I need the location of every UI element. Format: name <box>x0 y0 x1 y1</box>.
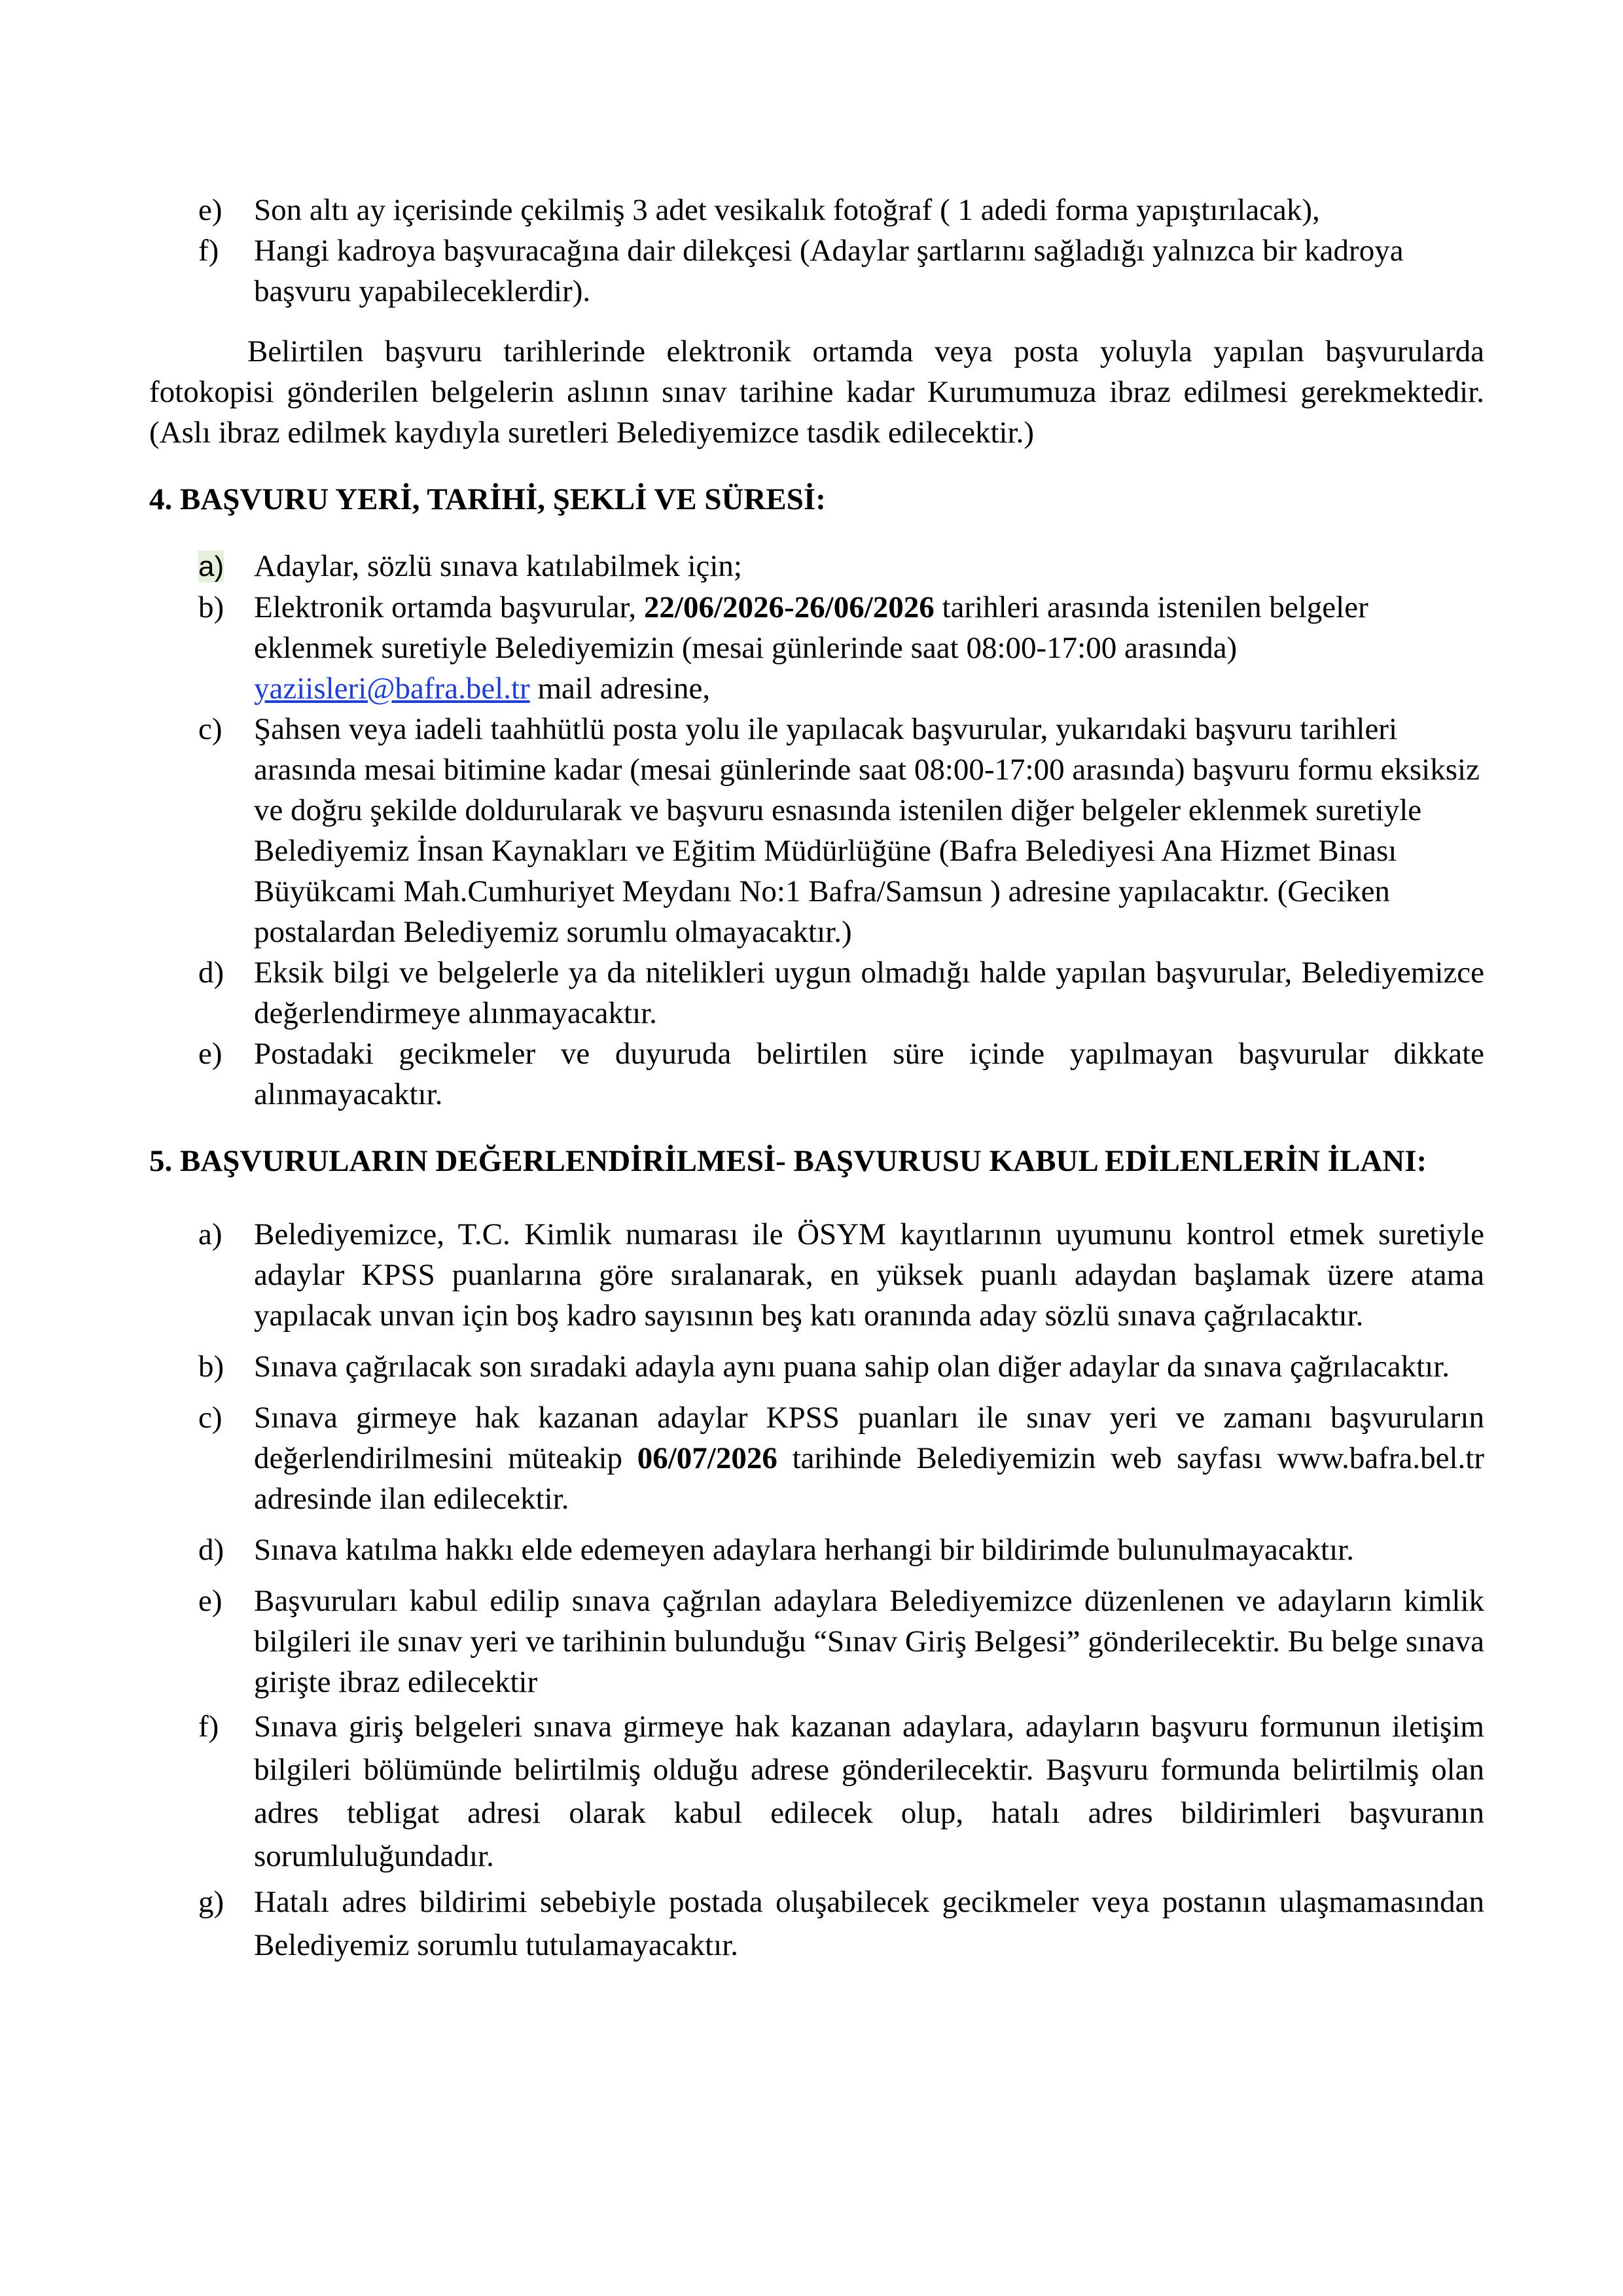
text-span: Sınava girmeye hak kazanan adaylar KPSS puanları ile sınav yeri ve zamanı başvuruların değerlendirilmesini müteakip <box>254 1401 1484 1475</box>
list-label: c) <box>198 712 223 746</box>
list-text: Postadaki gecikmeler ve duyuruda belirtilen süre içinde yapılmayan başvurular dikkate alınmayacaktır. <box>254 1037 1484 1111</box>
list-label: b) <box>198 590 224 624</box>
list-item <box>149 1214 1484 1336</box>
list-item <box>149 230 1484 312</box>
list-item <box>149 190 1484 230</box>
list-text: Eksik bilgi ve belgelerle ya da nitelikleri uygun olmadığı halde yapılan başvurular, Belediyemizce değerlendirmeye alınmayacaktır. <box>254 956 1484 1030</box>
email-link[interactable]: yaziisleri@bafra.bel.tr <box>254 672 530 706</box>
list-item <box>149 952 1484 1033</box>
list-text: Başvuruları kabul edilip sınava çağrılan adaylara Belediyemizce düzenlenen ve adayların kimlik bilgileri ile sınav yeri ve tarihinin bulunduğu “Sınav Giriş Belgesi” gönderilecektir. Bu belge sınava girişte ibraz edilecektir <box>254 1584 1484 1699</box>
list-label: c) <box>198 1401 223 1435</box>
list-label: d) <box>198 1533 224 1567</box>
list-item <box>149 1705 1484 1878</box>
list-label: a) <box>198 1217 223 1251</box>
text-span: tarihinde Belediyemizin web sayfası www.bafra.bel.tr adresinde ilan edilecektir. <box>254 1441 1485 1516</box>
list-item <box>149 587 1484 709</box>
document-page <box>149 190 1484 1967</box>
list-text <box>254 587 1484 709</box>
list-label: e) <box>198 193 223 227</box>
list-text: Sınava çağrılacak son sıradaki adayla aynı puana sahip olan diğer adaylar da sınava çağrılacaktır. <box>254 1350 1450 1384</box>
list-text: Hangi kadroya başvuracağına dair dilekçesi (Adaylar şartlarını sağladığı yalnızca bir kadroya başvuru yapabileceklerdir). <box>254 234 1404 308</box>
section-5-heading: 5. BAŞVURULARIN DEĞERLENDİRİLMESİ- BAŞVURUSU KABUL EDİLENLERİN İLANI: <box>149 1144 1427 1178</box>
list-label: e) <box>198 1584 223 1618</box>
list-item <box>149 1880 1484 1967</box>
list-text: Adaylar, sözlü sınava katılabilmek için; <box>254 549 742 583</box>
list-label <box>149 546 254 587</box>
list-label: f) <box>198 234 219 268</box>
list-text: Sınava katılma hakkı elde edemeyen adaylara herhangi bir bildirimde bulunulmayacaktır. <box>254 1533 1354 1567</box>
list-item <box>149 1397 1484 1519</box>
text-span: tarihleri arasında istenilen belgeler eklenmek suretiyle Belediyemizin (mesai günlerinde saat 08:00-17:00 arasında) <box>254 590 1368 665</box>
list-label: f) <box>198 1710 219 1744</box>
list-text: Hatalı adres bildirimi sebebiyle postada oluşabilecek gecikmeler veya postanın ulaşmamasından Belediyemiz sorumlu tutulamayacaktır. <box>254 1885 1484 1962</box>
list-text: Sınava giriş belgeleri sınava girmeye hak kazanan adaylara, adayların başvuru formunun iletişim bilgileri bölümünde belirtilmiş olduğu adrese gönderilecektir. Başvuru formunda belirtilmiş olan adres tebligat adresi olarak kabul edilecek olup, hatalı adres bildirimleri başvuranın sorumluluğundadır. <box>254 1710 1484 1873</box>
announcement-date: 06/07/2026 <box>637 1441 777 1475</box>
list-item <box>149 1346 1484 1387</box>
list-item <box>149 546 1484 587</box>
list-text: Belediyemizce, T.C. Kimlik numarası ile ÖSYM kayıtlarının uyumunu kontrol etmek suretiyle adaylar KPSS puanlarına göre sıralanarak, en yüksek puanlı adaydan başlamak üzere atama yapılacak unvan için boş kadro sayısının beş katı oranında aday sözlü sınava çağrılacaktır. <box>254 1217 1484 1333</box>
list-item <box>149 709 1484 952</box>
list-label: b) <box>198 1350 224 1384</box>
intro-paragraph: Belirtilen başvuru tarihlerinde elektronik ortamda veya posta yoluyla yapılan başvurularda fotokopisi gönderilen belgelerin aslının sınav tarihine kadar Kurumumuza ibraz edilmesi gerekmektedir. (Aslı ibraz edilmek kaydıyla suretleri Belediyemizce tasdik edilecektir.) <box>149 334 1484 450</box>
highlighted-label: a) <box>198 550 224 583</box>
text-span: mail adresine, <box>529 672 711 706</box>
list-text: Son altı ay içerisinde çekilmiş 3 adet vesikalık fotoğraf ( 1 adedi forma yapıştırılacak), <box>254 193 1320 227</box>
text-span: Elektronik ortamda başvurular, <box>254 590 644 624</box>
list-label: d) <box>198 956 224 990</box>
section-4-heading: 4. BAŞVURU YERİ, TARİHİ, ŞEKLİ VE SÜRESİ: <box>149 482 826 516</box>
list-item <box>149 1581 1484 1702</box>
list-label: e) <box>198 1037 223 1071</box>
list-text <box>254 1397 1484 1519</box>
list-text: Şahsen veya iadeli taahhütlü posta yolu ile yapılacak başvurular, yukarıdaki başvuru tarihleri arasında mesai bitimine kadar (mesai günlerinde saat 08:00-17:00 arasında) başvuru formu eksiksiz ve doğru şekilde doldurularak ve başvuru esnasında istenilen diğer belgeler eklenmek suretiyle Belediyemiz İnsan Kaynakları ve Eğitim Müdürlüğüne (Bafra Belediyesi Ana Hizmet Binası Büyükcami Mah.Cumhuriyet Meydanı No:1 Bafra/Samsun ) adresine yapılacaktır. (Geciken postalardan Belediyemiz sorumlu olmayacaktır.) <box>254 712 1480 949</box>
list-item <box>149 1033 1484 1115</box>
list-item <box>149 1530 1484 1570</box>
application-dates: 22/06/2026-26/06/2026 <box>643 590 935 624</box>
list-label: g) <box>198 1885 224 1919</box>
